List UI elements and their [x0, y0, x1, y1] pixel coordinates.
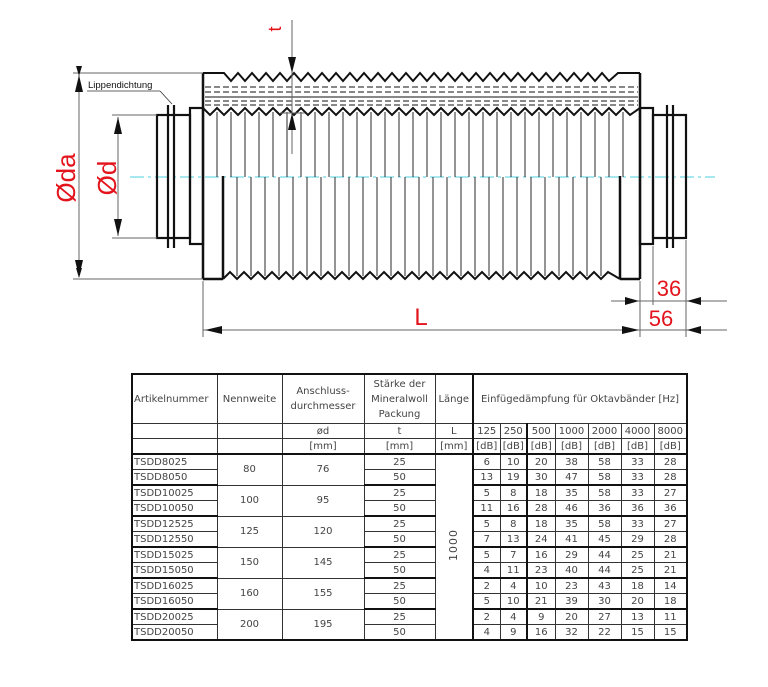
attenuation-value: 10	[500, 454, 527, 470]
attenuation-value: 43	[588, 578, 621, 594]
nominal-size: 80	[217, 454, 282, 485]
da-label: Øda	[51, 153, 81, 203]
article-number: TSDD20025	[132, 609, 217, 625]
thickness: 25	[364, 454, 435, 470]
nominal-size: 150	[217, 547, 282, 578]
thickness: 25	[364, 547, 435, 563]
table-row	[132, 470, 687, 486]
attenuation-value: 4	[500, 578, 527, 594]
unit-connection: [mm]	[282, 439, 364, 455]
connection-diameter: 120	[282, 516, 364, 547]
article-number: TSDD10025	[132, 485, 217, 501]
attenuation-value: 38	[555, 454, 588, 470]
thickness: 50	[364, 625, 435, 641]
header-row	[132, 374, 687, 424]
attenuation-value: 13	[500, 532, 527, 548]
thickness: 50	[364, 563, 435, 579]
attenuation-value: 15	[621, 625, 654, 641]
band-2000: 2000	[588, 424, 621, 439]
symbol-row	[132, 424, 687, 439]
attenuation-value: 16	[527, 625, 555, 641]
article-number: TSDD20050	[132, 625, 217, 641]
attenuation-value: 27	[654, 516, 687, 532]
table-row	[132, 454, 687, 470]
article-number: TSDD15050	[132, 563, 217, 579]
attenuation-value: 8	[500, 485, 527, 501]
thickness: 25	[364, 609, 435, 625]
dim36-arrow-right-icon	[625, 297, 639, 305]
header-attenuation: Einfügedämpfung für Oktavbänder [Hz]	[473, 374, 687, 424]
da-arrow-down-icon	[75, 260, 83, 277]
attenuation-value: 36	[654, 501, 687, 517]
d-label: Ød	[92, 160, 122, 196]
dim56-arrow-left-icon	[687, 326, 701, 334]
unit-band: [dB]	[588, 439, 621, 455]
attenuation-value: 16	[527, 547, 555, 563]
attenuation-value: 32	[555, 625, 588, 641]
attenuation-value: 11	[473, 501, 500, 517]
lip-seal-label: Lippendichtung	[88, 80, 153, 91]
header-nominal: Nennweite	[217, 374, 282, 424]
header-article: Artikelnummer	[132, 374, 217, 424]
article-number: TSDD15025	[132, 547, 217, 563]
symbol-length: L	[435, 424, 473, 439]
attenuation-value: 33	[621, 454, 654, 470]
thickness: 50	[364, 470, 435, 486]
attenuation-value: 47	[555, 470, 588, 486]
attenuation-value: 28	[527, 501, 555, 517]
article-number: TSDD12550	[132, 532, 217, 548]
attenuation-value: 14	[654, 578, 687, 594]
article-number: TSDD8025	[132, 454, 217, 470]
attenuation-value: 18	[527, 516, 555, 532]
L-arrow-left-icon	[205, 326, 222, 334]
table-row	[132, 563, 687, 579]
dim-36-label: 36	[656, 276, 682, 301]
table-row	[132, 625, 687, 641]
attenuation-value: 5	[473, 547, 500, 563]
attenuation-value: 5	[473, 485, 500, 501]
article-number: TSDD16050	[132, 594, 217, 610]
attenuation-value: 29	[555, 547, 588, 563]
attenuation-value: 44	[588, 563, 621, 579]
thickness: 25	[364, 516, 435, 532]
attenuation-value: 20	[621, 594, 654, 610]
attenuation-value: 23	[555, 578, 588, 594]
silencer-body	[203, 73, 640, 279]
nominal-size: 200	[217, 609, 282, 640]
attenuation-value: 8	[500, 516, 527, 532]
attenuation-value: 9	[527, 609, 555, 625]
attenuation-value: 33	[621, 516, 654, 532]
connection-diameter: 155	[282, 578, 364, 609]
attenuation-value: 36	[621, 501, 654, 517]
attenuation-value: 58	[588, 454, 621, 470]
attenuation-value: 6	[473, 454, 500, 470]
table-row	[132, 485, 687, 501]
unit-length: [mm]	[435, 439, 473, 455]
attenuation-value: 23	[527, 563, 555, 579]
lip-seal-leader	[87, 91, 172, 104]
unit-band: [dB]	[621, 439, 654, 455]
d-arrow-down-icon	[114, 219, 122, 236]
attenuation-value: 7	[473, 532, 500, 548]
attenuation-value: 5	[473, 594, 500, 610]
attenuation-value: 9	[500, 625, 527, 641]
attenuation-value: 19	[500, 470, 527, 486]
attenuation-value: 2	[473, 609, 500, 625]
attenuation-value: 29	[621, 532, 654, 548]
attenuation-value: 22	[588, 625, 621, 641]
unit-band: [dB]	[654, 439, 687, 455]
d-arrow-up-icon	[114, 117, 122, 134]
attenuation-value: 24	[527, 532, 555, 548]
attenuation-value: 18	[621, 578, 654, 594]
nominal-size: 160	[217, 578, 282, 609]
table-row	[132, 501, 687, 517]
connection-diameter: 95	[282, 485, 364, 516]
t-label: t	[265, 26, 285, 32]
attenuation-value: 30	[588, 594, 621, 610]
symbol-connection: ød	[282, 424, 364, 439]
attenuation-value: 16	[500, 501, 527, 517]
article-number: TSDD10050	[132, 501, 217, 517]
table-row	[132, 609, 687, 625]
header-length: Länge	[435, 374, 473, 424]
table-row	[132, 594, 687, 610]
attenuation-value: 21	[654, 547, 687, 563]
thickness: 25	[364, 578, 435, 594]
attenuation-value: 27	[588, 609, 621, 625]
attenuation-value: 4	[500, 609, 527, 625]
attenuation-value: 28	[654, 532, 687, 548]
band-250: 250	[500, 424, 527, 439]
attenuation-value: 7	[500, 547, 527, 563]
attenuation-value: 10	[500, 594, 527, 610]
nominal-size: 100	[217, 485, 282, 516]
unit-band: [dB]	[555, 439, 588, 455]
attenuation-value: 45	[588, 532, 621, 548]
attenuation-value: 13	[621, 609, 654, 625]
connection-diameter: 145	[282, 547, 364, 578]
attenuation-value: 20	[555, 609, 588, 625]
spec-table	[131, 373, 688, 641]
unit-row	[132, 439, 687, 455]
attenuation-value: 44	[588, 547, 621, 563]
attenuation-value: 28	[654, 470, 687, 486]
attenuation-value: 40	[555, 563, 588, 579]
connection-diameter: 195	[282, 609, 364, 640]
attenuation-value: 2	[473, 578, 500, 594]
attenuation-value: 10	[527, 578, 555, 594]
L-arrow-right-icon	[622, 326, 639, 334]
attenuation-value: 36	[588, 501, 621, 517]
attenuation-value: 58	[588, 516, 621, 532]
header-thickness: Stärke der Mineralwoll Packung	[364, 374, 435, 424]
attenuation-value: 35	[555, 485, 588, 501]
article-number: TSDD8050	[132, 470, 217, 486]
band-8000: 8000	[654, 424, 687, 439]
thickness: 25	[364, 485, 435, 501]
attenuation-value: 33	[621, 470, 654, 486]
unit-thickness: [mm]	[364, 439, 435, 455]
table-row	[132, 516, 687, 532]
attenuation-value: 4	[473, 625, 500, 641]
article-number: TSDD12525	[132, 516, 217, 532]
attenuation-value: 28	[654, 454, 687, 470]
attenuation-value: 5	[473, 516, 500, 532]
da-arrow-up-icon	[75, 75, 83, 92]
attenuation-value: 25	[621, 563, 654, 579]
table-row	[132, 578, 687, 594]
attenuation-value: 21	[654, 563, 687, 579]
attenuation-value: 18	[654, 594, 687, 610]
unit-band: [dB]	[473, 439, 500, 455]
table-row	[132, 532, 687, 548]
attenuation-value: 35	[555, 516, 588, 532]
attenuation-value: 30	[527, 470, 555, 486]
attenuation-value: 33	[621, 485, 654, 501]
band-125: 125	[473, 424, 500, 439]
t-arrow-down-icon	[288, 57, 296, 73]
attenuation-value: 46	[555, 501, 588, 517]
attenuation-value: 39	[555, 594, 588, 610]
length-label: L	[414, 304, 428, 331]
attenuation-value: 58	[588, 470, 621, 486]
thickness: 50	[364, 594, 435, 610]
nominal-size: 125	[217, 516, 282, 547]
attenuation-value: 20	[527, 454, 555, 470]
attenuation-value: 11	[654, 609, 687, 625]
attenuation-value: 21	[527, 594, 555, 610]
perforation-lines-lower	[237, 177, 601, 276]
table-row	[132, 547, 687, 563]
attenuation-value: 25	[621, 547, 654, 563]
symbol-thickness: t	[364, 424, 435, 439]
header-connection: Anschluss- durchmesser	[282, 374, 364, 424]
thickness: 50	[364, 532, 435, 548]
attenuation-value: 11	[500, 563, 527, 579]
connection-diameter: 76	[282, 454, 364, 485]
article-number: TSDD16025	[132, 578, 217, 594]
attenuation-value: 4	[473, 563, 500, 579]
unit-band: [dB]	[527, 439, 555, 455]
attenuation-value: 13	[473, 470, 500, 486]
band-4000: 4000	[621, 424, 654, 439]
dim-56-label: 56	[648, 306, 674, 331]
dim36-arrow-left-icon	[687, 297, 701, 305]
attenuation-value: 58	[588, 485, 621, 501]
thickness: 50	[364, 501, 435, 517]
perforation-lines-upper	[217, 112, 623, 177]
attenuation-value: 15	[654, 625, 687, 641]
attenuation-value: 41	[555, 532, 588, 548]
band-500: 500	[527, 424, 555, 439]
unit-band: [dB]	[500, 439, 527, 455]
attenuation-value: 18	[527, 485, 555, 501]
length-value: 1000	[435, 454, 473, 640]
band-1000: 1000	[555, 424, 588, 439]
attenuation-value: 27	[654, 485, 687, 501]
